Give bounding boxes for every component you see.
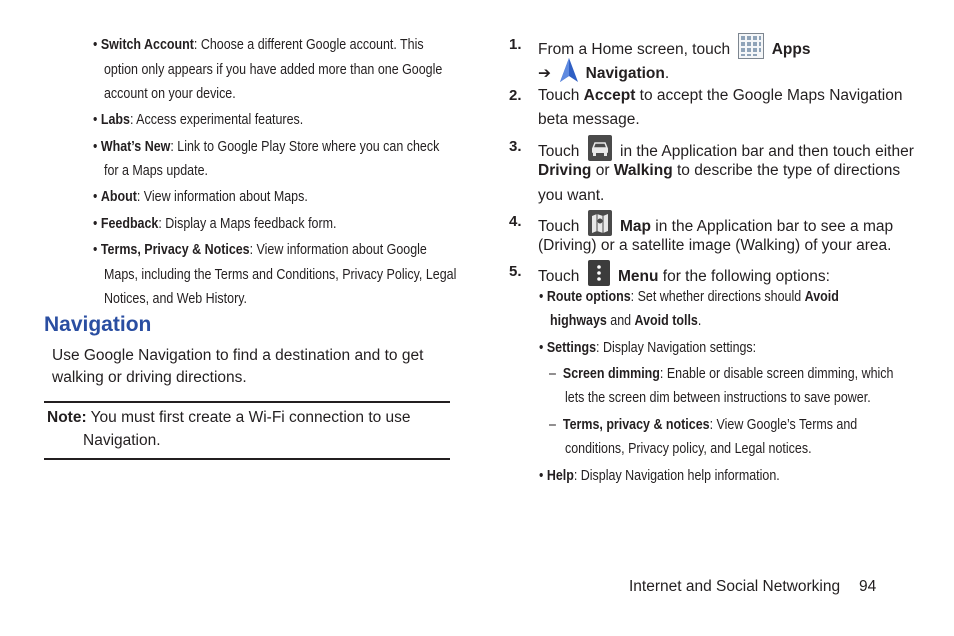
term-terms-notices: Terms, privacy & notices bbox=[562, 417, 710, 433]
bullet-feedback: • Feedback: Display a Maps feedback form. bbox=[93, 216, 337, 232]
step-5-line1: Touch Menu for the following options: bbox=[538, 260, 830, 294]
arrow-glyph: ➔ bbox=[538, 65, 551, 83]
step-4-line2: (Driving) or a satellite image (Walking) of your area. bbox=[538, 237, 892, 254]
note-top-rule bbox=[44, 401, 450, 403]
bullet-settings: • Settings: Display Navigation settings: bbox=[539, 340, 757, 356]
term-labs: Labs bbox=[100, 112, 130, 128]
terms-privacy-line3: Notices, and Web History. bbox=[104, 291, 248, 307]
step-1-line1: From a Home screen, touch Apps bbox=[538, 33, 810, 67]
whats-new-line2: for a Maps update. bbox=[104, 163, 208, 179]
navigation-label: Navigation bbox=[585, 65, 665, 83]
footer-section-title: Internet and Social Networking bbox=[629, 578, 841, 595]
driving-label: Driving bbox=[538, 162, 592, 179]
term-whats-new: What’s New bbox=[100, 139, 171, 155]
note-bottom-rule bbox=[44, 458, 450, 460]
apps-label: Apps bbox=[771, 41, 811, 59]
step-1-line2: ➔ Navigation. bbox=[538, 57, 669, 91]
step-2-line2: beta message. bbox=[538, 111, 640, 128]
term-screen-dimming: Screen dimming bbox=[562, 366, 660, 382]
accept-label: Accept bbox=[583, 87, 636, 104]
map-label: Map bbox=[620, 218, 651, 236]
step-2-number: 2. bbox=[509, 87, 522, 104]
switch-account-line3: account on your device. bbox=[104, 86, 236, 102]
intro-line2: walking or driving directions. bbox=[52, 369, 247, 386]
bullet-route-options: • Route options: Set whether directions should Avoid bbox=[539, 289, 839, 305]
terms-notices-line2: conditions, Privacy policy, and Legal notices. bbox=[565, 441, 812, 457]
note-text-line1: You must first create a Wi-Fi connection to use bbox=[90, 409, 411, 426]
bullet-whats-new: • What’s New: Link to Google Play Store where you can check bbox=[93, 139, 440, 155]
note-box bbox=[47, 406, 411, 430]
bullet-labs: • Labs: Access experimental features. bbox=[93, 112, 304, 128]
menu-label: Menu bbox=[618, 268, 659, 286]
walking-label: Walking bbox=[613, 162, 673, 179]
section-heading: Navigation bbox=[44, 313, 152, 336]
screen-dimming-line2: lets the screen dim between instructions to save power. bbox=[565, 390, 871, 406]
bullet-about: • About: View information about Maps. bbox=[93, 189, 308, 205]
term-route-options: Route options bbox=[546, 289, 631, 305]
step-3-number: 3. bbox=[509, 138, 522, 155]
intro-line1: Use Google Navigation to find a destination and to get bbox=[52, 347, 424, 364]
terms-privacy-line2: Maps, including the Terms and Conditions, Privacy Policy, Legal bbox=[104, 267, 457, 283]
step-3-line3: you want. bbox=[538, 187, 605, 204]
bullet-switch-account: • Switch Account: Choose a different Google account. This bbox=[93, 37, 424, 53]
step-5-number: 5. bbox=[509, 263, 522, 280]
note-text-line2: Navigation. bbox=[83, 432, 161, 449]
bullet-terms-privacy: • Terms, Privacy & Notices: View information about Google bbox=[93, 242, 427, 258]
step-1-number: 1. bbox=[509, 36, 522, 53]
term-terms-privacy: Terms, Privacy & Notices bbox=[100, 242, 250, 258]
note-label: Note: bbox=[47, 409, 87, 426]
bullet-terms-notices: – Terms, privacy & notices: View Google’s Terms and bbox=[549, 417, 858, 433]
term-settings: Settings bbox=[546, 340, 597, 356]
route-options-line2: highways and Avoid tolls. bbox=[550, 313, 702, 329]
step-2-line1: Touch Accept to accept the Google Maps Navigation bbox=[538, 87, 903, 104]
switch-account-line2: option only appears if you have added more than one Google bbox=[104, 62, 443, 78]
term-about: About bbox=[100, 189, 137, 205]
term-feedback: Feedback bbox=[100, 216, 159, 232]
term-switch-account: Switch Account bbox=[100, 37, 194, 53]
footer-page-number: 94 bbox=[859, 578, 877, 595]
step-4-number: 4. bbox=[509, 213, 522, 230]
bullet-screen-dimming: – Screen dimming: Enable or disable screen dimming, which bbox=[549, 366, 894, 382]
step-3-line2: Driving or Walking to describe the type of directions bbox=[538, 162, 901, 179]
term-help: Help bbox=[546, 468, 574, 484]
step-4-line1: Touch Map in the Application bar to see a map bbox=[538, 210, 893, 244]
step-3-line1: Touch in the Application bar and then touch either bbox=[538, 135, 914, 169]
apps-grid-icon bbox=[738, 33, 764, 67]
bullet-help: • Help: Display Navigation help information. bbox=[539, 468, 780, 484]
